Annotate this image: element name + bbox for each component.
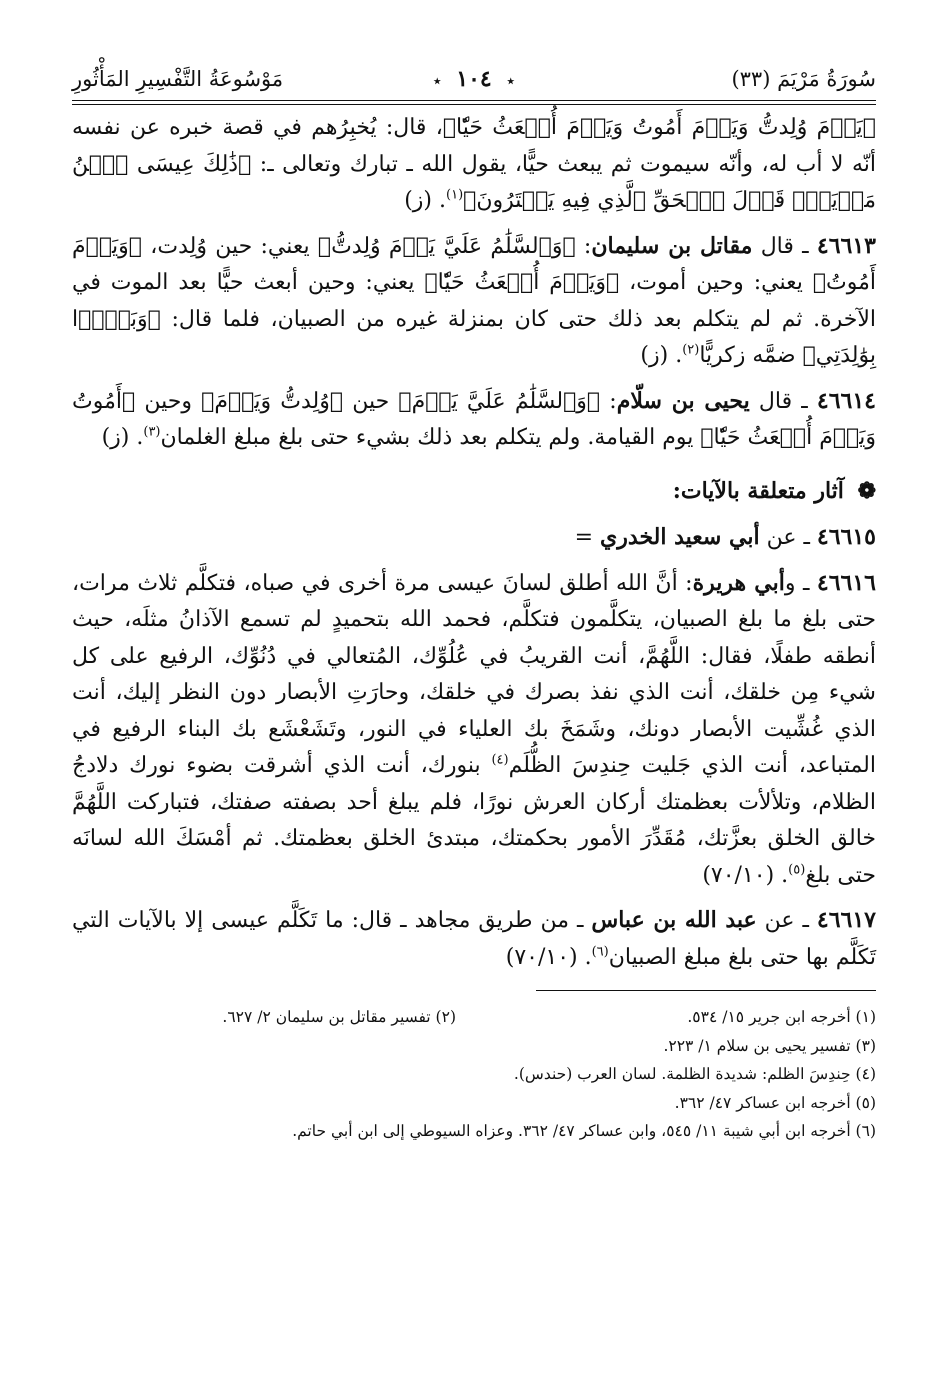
text-segment: ـ قال (752, 233, 817, 259)
text-segment: = (574, 525, 601, 550)
footnote-marker: (٥) (788, 862, 806, 878)
text-segment: ـ عن (756, 908, 817, 933)
footnote-5: (٥) أخرجه ابن عساكر ٤٧/ ٣٦٢. (674, 1093, 876, 1112)
running-header (72, 62, 876, 104)
footnote-3: (٣) تفسير يحيى بن سلام ١/ ٢٢٣. (663, 1036, 876, 1055)
athar-number: ٤٦٦١٦ (816, 569, 876, 596)
paragraph (72, 110, 876, 220)
text-segment: يعني: حين وُلِدت، (141, 233, 318, 259)
flower-icon: ❁ (857, 477, 876, 504)
footnote-marker: (٢) (682, 342, 700, 358)
footnote-marker: (٦) (591, 944, 609, 960)
paragraph (72, 383, 876, 457)
footnote-1: (١) أخرجه ابن جرير ١٥/ ٥٣٤. (687, 1008, 876, 1026)
ornament-icon: ٭ (506, 71, 516, 90)
footnotes (72, 1003, 876, 1146)
paragraph (72, 519, 876, 557)
page-number: ١٠٤ (456, 66, 492, 92)
text-segment: يوم القيامة. ولم يتكلم بعد ذلك بشيء حتى بلغ مبلغ الغلمان (160, 425, 701, 450)
header-rule (72, 100, 876, 101)
text-segment: يعني: وحين أموت، (619, 270, 813, 295)
narrator-name: يحيى بن سلّام (616, 387, 750, 414)
paragraph (72, 228, 876, 375)
quran-quote: ﴿يَوۡمَ وُلِدتُّ وَيَوۡمَ أَمُوتُ وَيَوۡمَ أُبۡعَثُ حَيّٗا﴾ (442, 115, 876, 140)
footnote-marker: (٤) (491, 752, 509, 768)
paragraph (72, 902, 876, 976)
text-segment: يعني: وحين أبعث حيًّا بعد الموت في الآخرة. ثم لم يتكلم بعد ذلك حتى كان بمنزلة غيره من الصبيان، فلما قال: (72, 270, 876, 332)
narrator-name: عبد الله بن عباس (591, 907, 757, 933)
text-segment: . (٧٠/١٠) (505, 944, 592, 970)
footnote-rule (536, 990, 876, 991)
text-segment: ـ عن (759, 525, 817, 550)
text-segment: . (ز) (101, 425, 144, 450)
text-segment: : (600, 388, 617, 414)
text-segment: ، قال: يُخبِرُهم في قصة خبره عن نفسه أنّه لا أب له، وأنّه سيموت ثم يبعث حيًّا، يقول الله ـ تبارك وتعالى ـ: (72, 115, 876, 177)
text-segment: : (575, 233, 592, 259)
header-book-title: مَوْسُوعَةُ التَّفْسِيرِ المَأْثُورِ (72, 67, 284, 91)
header-surah: سُورَةُ مَرْيَمَ (٣٣) (731, 67, 876, 91)
quran-quote: ﴿أَمُوتُ وَيَوۡمَ أُبۡعَثُ حَيّٗا﴾ (72, 388, 876, 450)
footnote-2: (٢) تفسير مقاتل بن سليمان ٢/ ٦٢٧. (222, 1008, 456, 1026)
footnote-4: (٤) حِندِسَ الظلم: شديدة الظلمة. لسان العرب (حندس). (513, 1065, 876, 1083)
quran-quote: ﴿وَبَرَّۢا بِوَٰلِدَتِي﴾ (72, 306, 876, 368)
athar-number: ٤٦٦١٥ (816, 524, 876, 550)
footnote-row (72, 1003, 876, 1032)
paragraph (72, 565, 876, 895)
ornament-icon: ٭ (432, 71, 442, 90)
section-title: آثار متعلقة بالآيات: (672, 477, 844, 504)
text-segment: . (ز) (640, 343, 683, 368)
quran-quote: ﴿وَٱلسَّلَٰمُ عَلَيَّ يَوۡمَ وُلِدتُّ﴾ (317, 233, 576, 259)
paragraphs-group-2 (72, 519, 876, 976)
header-rule-thin (72, 104, 876, 105)
text-segment: بنورك، أنت الذي أشرقت بضوء نورك دلادجُ الظلام، وتلألأت بعظمتك أركان العرش نورًا، فلم يبلغ أحد بصفته صفتك، فتباركت اللَّهُمَّ خالق الخلق بعزَّتك، مُقَدِّرَ الأمور بحكمتك، مبتدئ الخلق بعظمتك. ثم أمْسَكَ الله لسانَه حتى بلغ (72, 753, 876, 888)
quran-quote: ﴿وَيَوۡمَ أَمُوتُ﴾ (72, 233, 877, 295)
text-segment: : أنَّ الله أطلق لسانَ عيسى مرة أخرى في صباه، فتكلَّم ثلاث مرات، حتى بلغ ما بلغ الصبيان، يتكلَّمون فتكلَّم، فحمد الله بتحميدٍ لم تسمع الآذانُ مثلَه، حيث أنطقه طفلًا، فقال: اللَّهُمَّ، أنت القريبُ في عُلُوِّك، المُتعالي في دُنُوِّك، الرفيع على كل شيء مِن خلقك، أنت الذي نفذ بصرك في خلقك، وحارَتِ الأبصار دون النظر إليك، أنت الذي غُشِّيت الأبصار دونك، وشَمَخَ بك العلياء في النور، وتَشَعْشَع بك البناء الرفيع في المتباعد، أنت الذي جَليت حِندِسَ الظُّلَم (72, 570, 876, 778)
paragraphs-group-1 (72, 110, 876, 457)
quran-quote: ﴿وُلِدتُّ وَيَوۡمَ﴾ (201, 388, 344, 414)
section-heading (72, 473, 876, 510)
text-segment: . (ز) (404, 188, 446, 213)
quran-quote: ﴿وَيَوۡمَ أُبۡعَثُ حَيّٗا﴾ (424, 270, 620, 295)
narrator-name: مقاتل بن سليمان (591, 232, 753, 259)
main-text (72, 110, 876, 976)
athar-number: ٤٦٦١٤ (816, 387, 876, 414)
text-segment: ـ قال (749, 388, 817, 414)
athar-number: ٤٦٦١٧ (816, 907, 876, 933)
text-segment: ـ و (784, 570, 817, 596)
text-segment: وحين (135, 388, 202, 414)
text-segment: حين (343, 388, 399, 414)
text-segment: ضمَّه زكريًّا (699, 343, 803, 368)
narrator-name: أبي هريرة (692, 569, 785, 596)
footnote-marker: (٣) (143, 424, 161, 440)
narrator-name: أبي سعيد الخدري (600, 524, 760, 550)
footnote-marker: (١) (446, 187, 464, 203)
footnote-6: (٦) أخرجه ابن أبي شيبة ١١/ ٥٤٥، وابن عساكر ٤٧/ ٣٦٢. وعزاه السيوطي إلى ابن أبي حاتم. (292, 1122, 876, 1140)
text-segment: . (٧٠/١٠) (702, 862, 789, 888)
quran-quote: ﴿وَٱلسَّلَٰمُ عَلَيَّ يَوۡمَ﴾ (398, 388, 601, 414)
quran-quote: ﴿ذَٰلِكَ عِيسَى ٱبۡنُ مَرۡيَمَۖ قَوۡلَ ٱلۡحَقِّ ٱلَّذِي فِيهِ يَمۡتَرُونَ﴾ (72, 151, 876, 213)
athar-number: ٤٦٦١٣ (816, 232, 876, 259)
text-segment: ـ من طريق مجاهد ـ قال: ما تَكَلَّم عيسى إلا بالآيات التي تَكَلَّم بها حتى بلغ مبلغ الصبيان (72, 908, 876, 970)
